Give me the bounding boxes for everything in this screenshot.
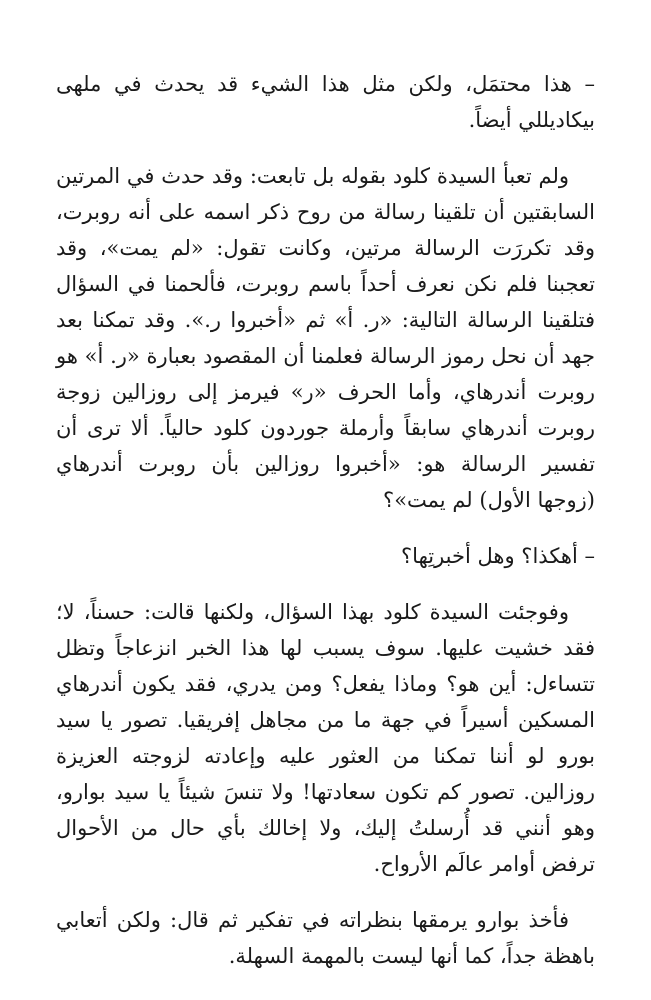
dialogue-line-1: – هذا محتمَل، ولكن مثل هذا الشيء قد يحدث في ملهى بيكاديللي أيضاً. — [56, 72, 595, 132]
paragraph-claude-reply: وفوجئت السيدة كلود بهذا السؤال، ولكنها قالت: حسناً، لا؛ فقد خشيت عليها. سوف يسبب لها هذا الخبر انزعاجاً وتظل تتساءل: أين هو؟ وماذا يفعل؟ ومن يدري، فقد يكون أندرهاي المسكين أسيراً في جهة ما من مجاهل إفريقيا. تصور يا سيد بورو لو أننا تمكنا من العثور عليه وإعادته لزوجته العزيزة روزالين. تصور كم تكون سعادتها! ولا تنسَ شيئاً يا سيد بوارو، وهو أنني قد أُرسلتُ إليك، ولا إخالك بأي حال من الأحوال ترفض أوامر عالَم الأرواح. — [56, 600, 595, 876]
dialogue-line-2: – أهكذا؟ وهل أخبرتِها؟ — [401, 544, 595, 568]
paragraph-poirot-reply: فأخذ بوارو يرمقها بنظراته في تفكير ثم قال: ولكن أتعابي باهظة جداً، كما أنها ليست بالمهمة السهلة. — [56, 908, 595, 968]
paragraph-claude-message: ولم تعبأ السيدة كلود بقوله بل تابعت: وقد حدث في المرتين السابقتين أن تلقينا رسالة من روح ذكر اسمه على أنه روبرت، وقد تكررَت الرسالة مرتين، وكانت تقول: «لم يمت»، وقد تعجبنا فلم نكن نعرف أحداً باسم روبرت، فألحمنا في السؤال فتلقينا الرسالة التالية: «ر. أ» ثم «أخبروا ر.». وقد تمكنا بعد جهد أن نحل رموز الرسالة فعلمنا أن المقصود بعبارة «ر. أ» هو روبرت أندرهاي، وأما الحرف «ر» فيرمز إلى روزالين زوجة روبرت أندرهاي سابقاً وأرملة جوردون كلود حالياً. ألا ترى أن تفسير الرسالة هو: «أخبروا روزالين بأن روبرت أندرهاي (زوجها الأول) لم يمت»؟ — [56, 164, 595, 512]
